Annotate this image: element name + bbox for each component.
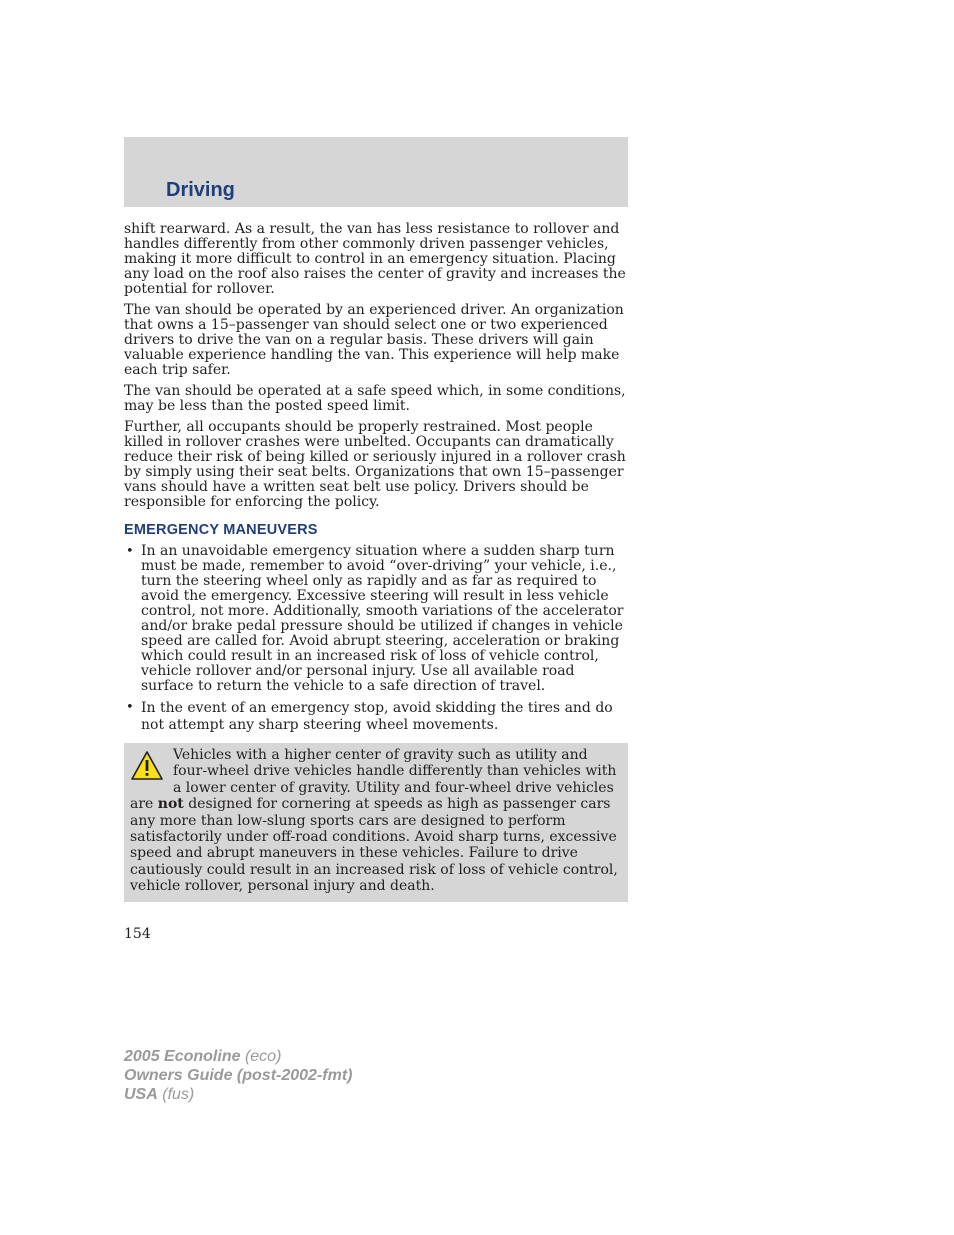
warning-emphasis-not: not — [157, 796, 184, 813]
section-header-band — [124, 137, 628, 207]
footer-model-name: 2005 Econoline — [124, 1048, 241, 1065]
footer-line-guide — [124, 1066, 352, 1085]
body-paragraph-2: The van should be operated by an experienced driver. An organization that owns a 15–passenger van should select one or two experienced drivers to drive the van on a regular basis. These drivers will gain valuable experience handling the van. This experience will help make each trip safer. — [124, 302, 624, 378]
footer-guide-name: Owners Guide (post-2002-fmt) — [124, 1067, 353, 1084]
footer-line-model — [124, 1047, 352, 1066]
footer-model-code: (eco) — [244, 1048, 282, 1065]
list-item — [124, 544, 628, 694]
footer-market-code: (fus) — [162, 1086, 195, 1103]
bullet-text-1: In an unavoidable emergency situation where a sudden sharp turn must be made, remember to avoid “over-driving” your vehicle, i.e., turn the steering wheel only as rapidly and as far as required to avoid the emergency. Excessive steering will result in less vehicle control, not more. Additionally, smooth variations of the accelerator and/or brake pedal pressure should be utilized if changes in vehicle speed are called for. Avoid abrupt steering, acceleration or braking which could result in an increased risk of loss of vehicle control, vehicle rollover and/or personal injury. Use all available road surface to return the vehicle to a safe direction of travel. — [141, 543, 624, 694]
warning-text-end: designed for cornering at speeds as high as passenger cars any more than low-slung sports cars are designed to perform satisfactorily under off-road conditions. Avoid sharp turns, excessive speed and abrupt maneuvers in these vehicles. Failure to drive cautiously could result in an increased risk of loss of vehicle control, vehicle rollover, personal injury and death. — [130, 796, 618, 895]
footer-market-name: USA — [124, 1086, 158, 1103]
section-title: Driving — [166, 179, 235, 201]
bullet-text-2: In the event of an emergency stop, avoid skidding the tires and do not attempt any sharp steering wheel movements. — [141, 700, 613, 733]
warning-text-start: Vehicles with a higher center of gravity such as utility and four-wheel drive vehicles handle differently than vehicles with a lower center of gravity. Utility and four-wheel drive vehicles are — [130, 747, 617, 813]
body-paragraph-1: shift rearward. As a result, the van has less resistance to rollover and handles differently from other commonly driven passenger vehicles, making it more difficult to control in an emergency situation. Placing any load on the roof also raises the center of gravity and increases the potential for rollover. — [124, 221, 626, 297]
emergency-maneuvers-heading: EMERGENCY MANEUVERS — [124, 522, 318, 538]
footer-line-market — [124, 1085, 352, 1104]
warning-box — [124, 743, 628, 902]
bullet-icon: • — [126, 700, 134, 715]
warning-triangle-icon — [130, 750, 164, 782]
page-number: 154 — [124, 926, 151, 942]
list-item — [124, 700, 628, 734]
body-paragraph-3: The van should be operated at a safe speed which, in some conditions, may be less than the posted speed limit. — [124, 383, 626, 414]
body-paragraph-4: Further, all occupants should be properly restrained. Most people killed in rollover crashes were unbelted. Occupants can dramatically reduce their risk of being killed or seriously injured in a rollover crash by simply using their seat belts. Organizations that own 15–passenger vans should have a written seat belt use policy. Drivers should be responsible for enforcing the policy. — [124, 419, 626, 510]
document-footer — [124, 1047, 352, 1104]
bullet-icon: • — [126, 544, 134, 559]
main-text-column — [124, 222, 628, 740]
emergency-bullet-list — [124, 544, 628, 734]
